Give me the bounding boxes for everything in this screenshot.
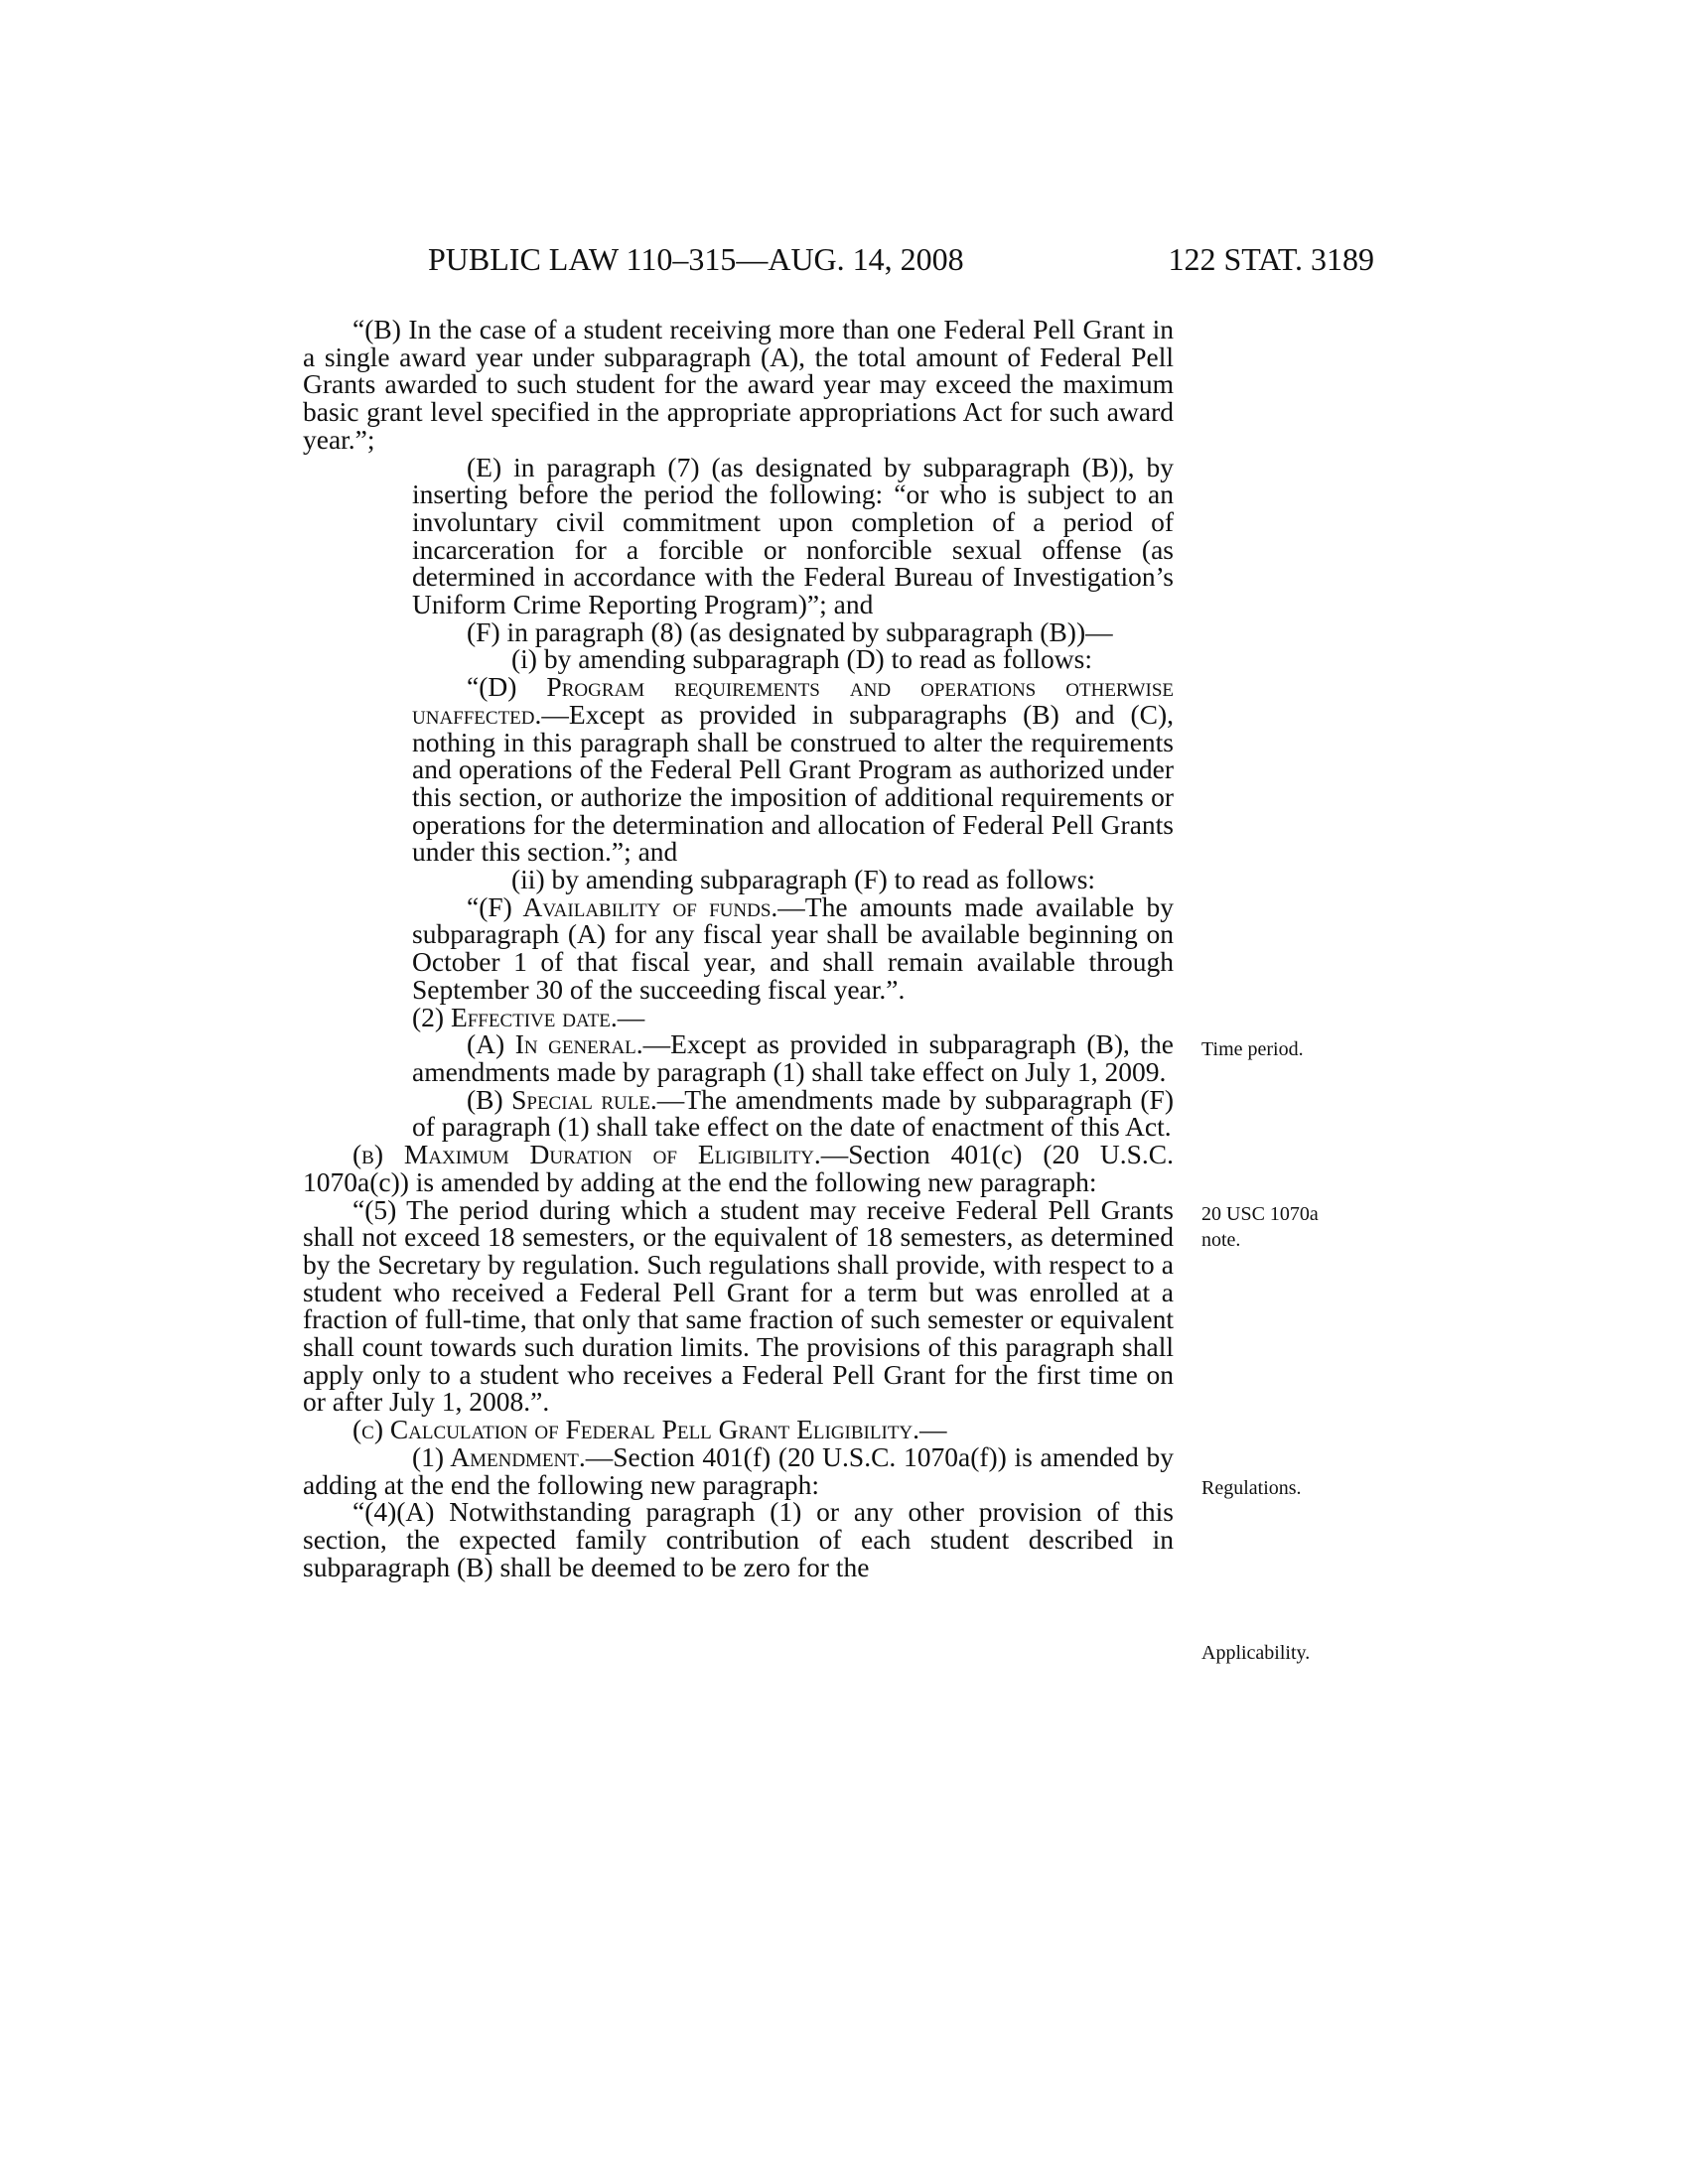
clause-i: (i) by amending subparagraph (D) to read as follows: [511,643,1092,675]
text-availability: —The amounts made available by subparagraph (A) for any fiscal year shall be available beginning on October 1 of that fiscal year, and shall remain available through September 30 of the succeeding fiscal year.”. [412,890,1174,1005]
margin-note-regulations: Regulations. [1201,1477,1302,1499]
paragraph-4a-notwithstanding: “(4)(A) Notwithstanding paragraph (1) or any other provision of this section, the expected family contribution of each student described in subparagraph (B) shall be deemed to be zero for the [303,1496,1174,1582]
paragraph-b-special-rule [303,1083,1174,1143]
text-special-rule: —The amendments made by subparagraph (F) of paragraph (1) shall take effect on the date of enactment of this Act. [412,1083,1174,1143]
heading-special-rule: (B) Special rule. [467,1083,657,1115]
margin-note-applicability: Applicability. [1201,1642,1311,1664]
text-in-general: —Except as provided in subparagraph (B), the amendments made by paragraph (1) shall take effect on July 1, 2009. [412,1028,1174,1087]
text-amendment: —Section 401(f) (20 U.S.C. 1070a(f)) is amended by adding at the end the following new paragraph: [303,1440,1174,1500]
paragraph-d-program [303,673,1174,866]
margin-note-time-period: Time period. [1201,1038,1304,1060]
text-effective-date: — [617,1001,645,1032]
subsection-c-calculation [303,1416,1174,1443]
subsection-b-maximum-duration [303,1141,1174,1195]
margin-note-usc-line1: 20 USC 1070a [1201,1203,1319,1225]
statute-text [303,316,1174,1580]
margin-note-usc [1201,1201,1360,1253]
paragraph-1-amendment [303,1440,1174,1500]
margin-note-usc-line2: note. [1201,1229,1241,1251]
heading-amendment: (1) Amendment. [412,1440,586,1472]
heading-in-general: (A) In general. [467,1028,643,1060]
text-program-requirements: —Except as provided in subparagraphs (B) and (C), nothing in this paragraph shall be construed to alter the requirements and operations of the Federal Pell Grant Program as authorized under this section, or authorize the imposition of additional requirements or operations for the determination and allocation of Federal Pell Grants under this section.”; and [412,698,1174,868]
clause-ii: (ii) by amending subparagraph (F) to read as follows: [511,864,1096,895]
paragraph-5-period: “(5) The period during which a student may receive Federal Pell Grants shall not exceed 18 semesters, or the equivalent of 18 semesters, as determined by the Secretary by regulation. Such regulations shall provide, with respect to a student who received a Federal Pell Grant for a term but was enrolled at a fraction of full-time, that only that same fraction of such semester or equivalent shall count towards such duration limits. The provisions of this paragraph shall apply only to a student who receives a Federal Pell Grant for the first time on or after July 1, 2008.”. [303,1193,1174,1418]
paragraph-b-pell: “(B) In the case of a student receiving more than one Federal Pell Grant in a single award year under subparagraph (A), the total amount of Federal Pell Grants awarded to such student for the award year may exceed the maximum basic grant level specified in the appropriate appropriations Act for such award year.”; [303,314,1174,455]
page-number: 122 STAT. 3189 [1168,241,1374,277]
heading-effective-date: (2) Effective date. [412,1001,618,1032]
header-title: PUBLIC LAW 110–315—AUG. 14, 2008 [428,241,964,277]
paragraph-f-availability [303,890,1174,1005]
paragraph-e: (E) in paragraph (7) (as designated by subparagraph (B)), by inserting before the period the following: “or who is subject to an involuntary civil commitment upon completion of a period of incarceration for a forcible or nonforcible sexual offense (as determined in accordance with the Federal Bureau of Investigation’s Uniform Crime Reporting Program)”; and [412,451,1174,620]
running-header [428,241,1374,281]
text-maximum-duration: —Section 401(c) (20 U.S.C. 1070a(c)) is amended by adding at the end the following new paragraph: [303,1139,1174,1197]
heading-program-requirements: “(D) Program requirements and operations otherwise unaffected. [412,671,1174,730]
heading-calculation: (c) Calculation of Federal Pell Grant Eligibility. [352,1414,920,1445]
heading-availability: “(F) Availability of funds. [467,890,778,922]
paragraph-a-general [303,1030,1174,1085]
text-calculation: — [919,1414,947,1445]
heading-maximum-duration: (b) Maximum Duration of Eligibility. [352,1139,821,1170]
paragraph-f: (F) in paragraph (8) (as designated by subparagraph (B))— [467,615,1113,647]
paragraph-2-effective-date [303,1001,1174,1032]
